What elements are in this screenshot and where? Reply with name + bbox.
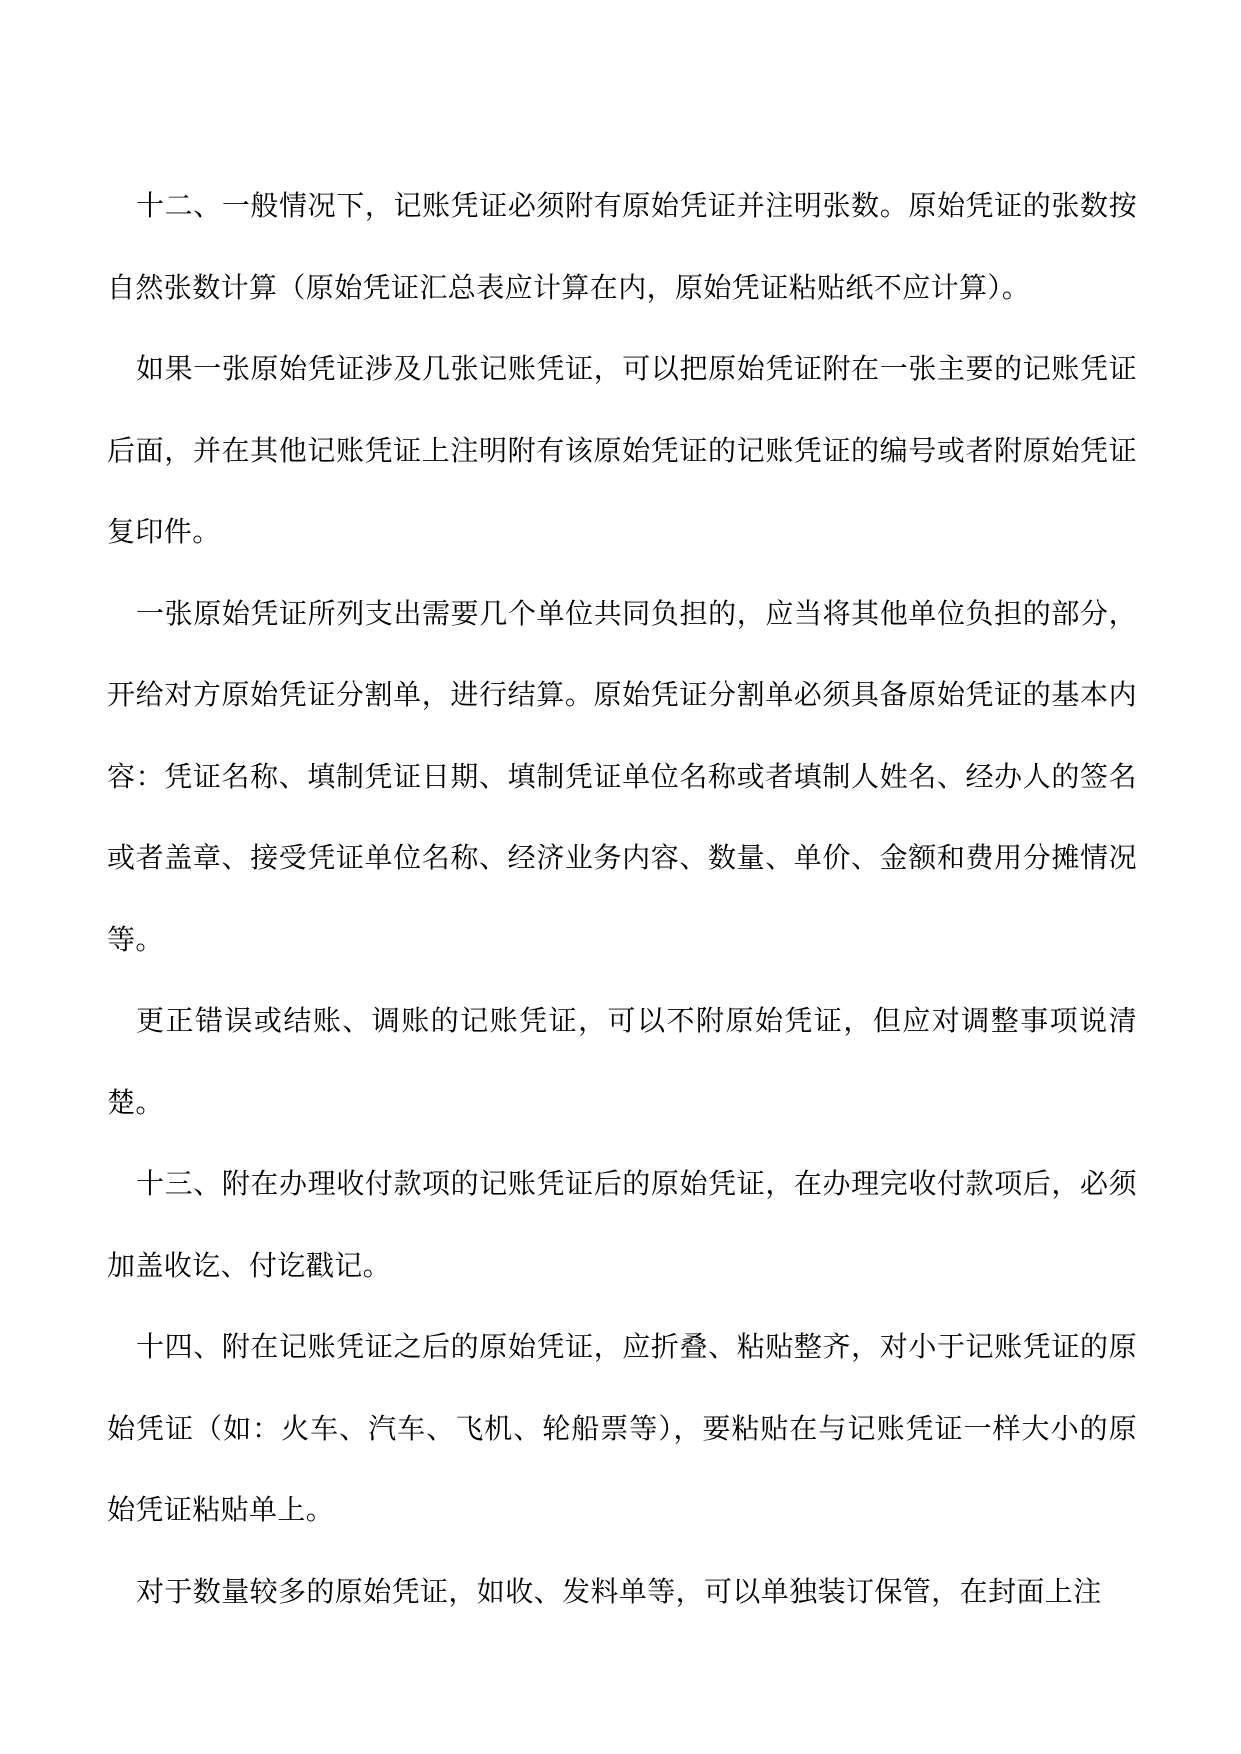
paragraph-14: 十四、附在记账凭证之后的原始凭证，应折叠、粘贴整齐，对小于记账凭证的原始凭证（如：火车、汽车、飞机、轮船票等），要粘贴在与记账凭证一样大小的原始凭证粘贴单上。 xyxy=(107,1330,1137,1526)
paragraph-multiple-vouchers: 如果一张原始凭证涉及几张记账凭证，可以把原始凭证附在一张主要的记账凭证后面，并在其他记账凭证上注明附有该原始凭证的记账凭证的编号或者附原始凭证复印件。 xyxy=(107,352,1137,548)
document-body xyxy=(107,165,1137,1632)
paragraph-correction-entries: 更正错误或结账、调账的记账凭证，可以不附原始凭证，但应对调整事项说清楚。 xyxy=(107,1004,1137,1119)
paragraph-split-voucher: 一张原始凭证所列支出需要几个单位共同负担的，应当将其他单位负担的部分，开给对方原始凭证分割单，进行结算。原始凭证分割单必须具备原始凭证的基本内容：凭证名称、填制凭证日期、填制凭证单位名称或者填制人姓名、经办人的签名或者盖章、接受凭证单位名称、经济业务内容、数量、单价、金额和费用分摊情况等。 xyxy=(107,596,1137,956)
paragraph-12: 十二、一般情况下，记账凭证必须附有原始凭证并注明张数。原始凭证的张数按自然张数计算（原始凭证汇总表应计算在内，原始凭证粘贴纸不应计算）。 xyxy=(107,189,1137,304)
paragraph-13: 十三、附在办理收付款项的记账凭证后的原始凭证，在办理完收付款项后，必须加盖收讫、付讫戳记。 xyxy=(107,1167,1137,1282)
paragraph-bulk-vouchers: 对于数量较多的原始凭证，如收、发料单等，可以单独装订保管，在封面上注 xyxy=(136,1574,1102,1608)
